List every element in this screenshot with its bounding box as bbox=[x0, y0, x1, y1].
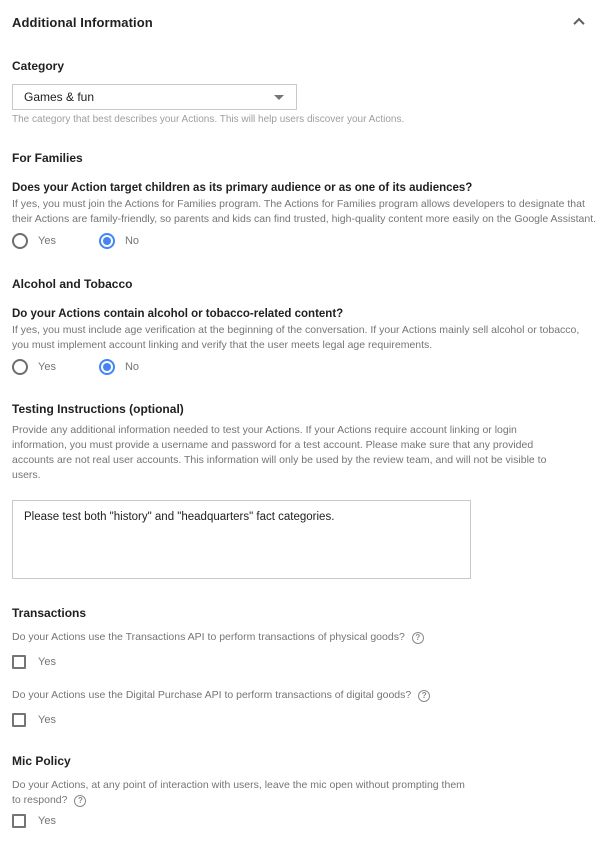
collapse-section-button[interactable] bbox=[567, 14, 591, 30]
checkbox-label: Yes bbox=[38, 713, 56, 726]
radio-label: No bbox=[124, 235, 140, 247]
checkbox-icon bbox=[12, 713, 26, 727]
checkbox-icon bbox=[12, 655, 26, 669]
alcohol-tobacco-radio-yes[interactable] bbox=[12, 359, 56, 375]
for-families-title: For Families bbox=[12, 151, 83, 165]
radio-icon bbox=[12, 359, 28, 375]
transactions-digital-checkbox-row[interactable] bbox=[12, 712, 593, 727]
description-line: If yes, you must include age verification at the beginning of the conversation. If your Actions mainly sell alcohol or tobacco, bbox=[12, 324, 580, 336]
description-line: accounts are not real user accounts. This information will only be used by the review team, and will not be visible to bbox=[12, 454, 547, 466]
radio-icon bbox=[12, 233, 28, 249]
question-text: to respond? bbox=[12, 794, 68, 806]
alcohol-tobacco-radio-no[interactable] bbox=[99, 359, 139, 375]
testing-instructions-input[interactable] bbox=[12, 500, 471, 579]
question-text: Do your Actions use the Transactions API to perform transactions of physical goods? bbox=[12, 631, 405, 643]
description-line: If yes, you must join the Actions for Families program. The Actions for Families program allows developers to designate that bbox=[12, 198, 585, 210]
dropdown-arrow-icon bbox=[274, 95, 284, 100]
testing-instructions-description bbox=[12, 423, 593, 483]
help-icon[interactable]: ? bbox=[74, 795, 86, 807]
radio-label: Yes bbox=[38, 235, 56, 247]
radio-icon bbox=[99, 233, 115, 249]
description-line: their Actions are family-friendly, so parents and kids can find trusted, high-quality content more easily on the Google Assistant. bbox=[12, 213, 597, 225]
radio-icon bbox=[99, 359, 115, 375]
mic-policy-checkbox-row[interactable] bbox=[12, 813, 593, 828]
mic-policy-question bbox=[12, 778, 593, 808]
description-line: Provide any additional information needed to test your Actions. If your Actions require account linking or login bbox=[12, 424, 517, 436]
checkbox-label: Yes bbox=[38, 814, 56, 827]
for-families-radio-no[interactable] bbox=[99, 233, 139, 249]
category-label: Category bbox=[12, 59, 65, 73]
testing-instructions-title: Testing Instructions (optional) bbox=[12, 402, 184, 416]
alcohol-tobacco-question: Do your Actions contain alcohol or tobacco-related content? bbox=[12, 308, 344, 320]
transactions-title: Transactions bbox=[12, 606, 87, 620]
checkbox-icon bbox=[12, 814, 26, 828]
radio-label: No bbox=[124, 361, 140, 373]
description-line: you must implement account linking and verify that the user meets legal age requirements. bbox=[12, 339, 433, 351]
category-select[interactable] bbox=[12, 84, 297, 110]
question-text: Do your Actions use the Digital Purchase API to perform transactions of digital goods? bbox=[12, 689, 412, 701]
for-families-radio-group bbox=[12, 233, 593, 249]
mic-policy-title: Mic Policy bbox=[12, 754, 71, 768]
category-helper-text: The category that best describes your Actions. This will help users discover your Actions. bbox=[12, 114, 405, 125]
radio-label: Yes bbox=[38, 361, 56, 373]
alcohol-tobacco-description bbox=[12, 323, 593, 353]
help-icon[interactable]: ? bbox=[412, 632, 424, 644]
question-line-with-icon bbox=[12, 793, 593, 808]
help-icon[interactable]: ? bbox=[418, 690, 430, 702]
description-line: users. bbox=[12, 469, 41, 481]
chevron-up-icon bbox=[573, 18, 584, 29]
alcohol-tobacco-radio-group bbox=[12, 359, 593, 375]
for-families-question: Does your Action target children as its primary audience or as one of its audiences? bbox=[12, 182, 473, 194]
page-title: Additional Information bbox=[12, 14, 153, 30]
checkbox-label: Yes bbox=[38, 655, 56, 668]
transactions-question-digital bbox=[12, 688, 593, 703]
transactions-question-physical bbox=[12, 630, 593, 645]
for-families-description bbox=[12, 197, 597, 227]
alcohol-tobacco-title: Alcohol and Tobacco bbox=[12, 277, 133, 291]
description-line: information, you must provide a username and password for a test account. Please make sure that any provided bbox=[12, 439, 534, 451]
transactions-physical-checkbox-row[interactable] bbox=[12, 654, 593, 669]
for-families-radio-yes[interactable] bbox=[12, 233, 56, 249]
category-select-value: Games & fun bbox=[24, 90, 95, 104]
section-header bbox=[12, 14, 593, 30]
question-line: Do your Actions, at any point of interaction with users, leave the mic open without prompting them bbox=[12, 779, 465, 791]
